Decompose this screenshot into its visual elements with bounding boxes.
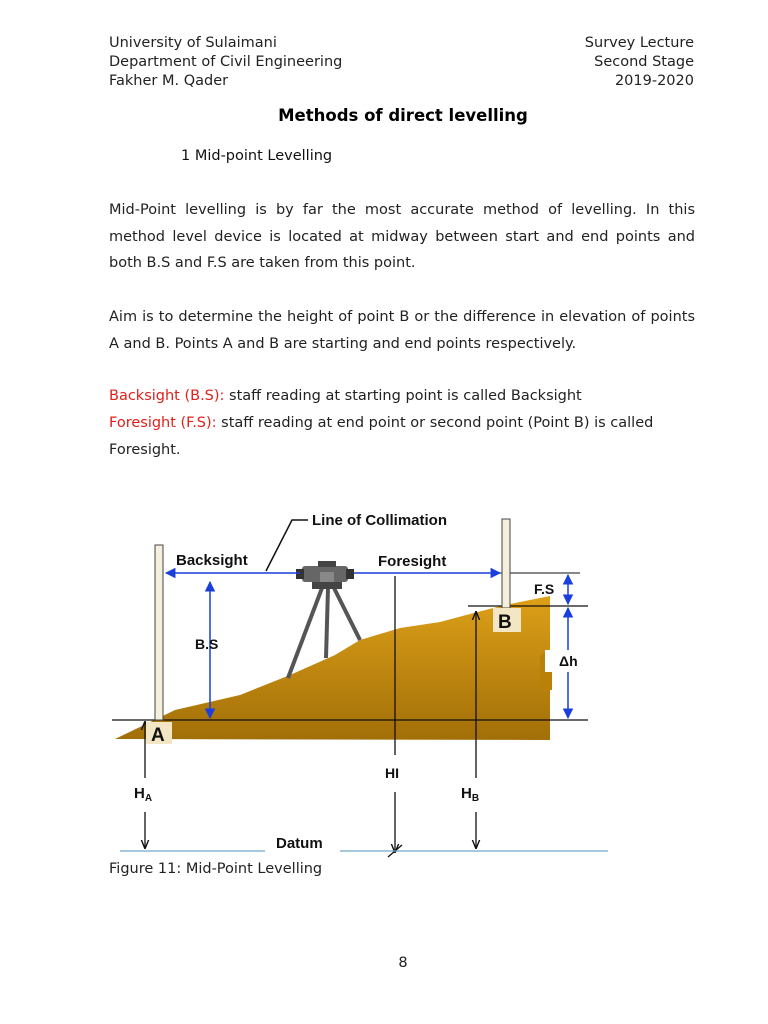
stage-name: Second Stage bbox=[594, 54, 694, 70]
paragraph-midpoint: Mid-Point levelling is by far the most accurate method of levelling. In this method level device is located at midway between start and end points and both B.S and F.S are taken from this point. bbox=[109, 202, 695, 272]
label-line-of-collimation: Line of Collimation bbox=[312, 512, 447, 529]
collimation-leader bbox=[266, 520, 308, 571]
label-ha: $H_A$ bbox=[134, 785, 153, 804]
backsight-text: staff reading at starting point is called Backsight bbox=[224, 388, 582, 404]
label-point-a: A bbox=[151, 725, 165, 746]
staff-b bbox=[502, 519, 510, 608]
section-heading: 1 Mid-point Levelling bbox=[181, 148, 333, 164]
backsight-term: Backsight (B.S): bbox=[109, 388, 225, 404]
label-dh: Δh bbox=[559, 653, 578, 669]
page-title: Methods of direct levelling bbox=[278, 106, 528, 125]
page-number: 8 bbox=[398, 955, 408, 971]
label-datum: Datum bbox=[276, 835, 323, 852]
label-foresight: Foresight bbox=[378, 553, 447, 570]
staff-a bbox=[155, 545, 163, 720]
paragraph-aim: Aim is to determine the height of point B or the difference in elevation of points A and B. Points A and B are starting and end points respectively. bbox=[109, 309, 695, 352]
label-bs: B.S bbox=[195, 636, 219, 652]
course-name: Survey Lecture bbox=[584, 35, 694, 51]
label-fs: F.S bbox=[534, 581, 555, 597]
academic-year: 2019-2020 bbox=[614, 73, 694, 89]
author-name: Fakher M. Qader bbox=[109, 73, 229, 89]
label-point-b: B bbox=[498, 612, 512, 633]
label-hb: $H_B$ bbox=[461, 785, 480, 804]
department-name: Department of Civil Engineering bbox=[109, 54, 343, 70]
university-name: University of Sulaimani bbox=[109, 35, 277, 51]
figure-caption: Figure 11: Mid-Point Levelling bbox=[109, 861, 323, 877]
label-hi: HI bbox=[385, 765, 399, 781]
label-backsight: Backsight bbox=[176, 552, 248, 569]
ground-slope bbox=[115, 596, 550, 740]
foresight-term: Foresight (F.S): bbox=[109, 415, 217, 431]
foresight-text: staff reading at end point or second point (Point B) is called Foresight. bbox=[109, 415, 654, 458]
